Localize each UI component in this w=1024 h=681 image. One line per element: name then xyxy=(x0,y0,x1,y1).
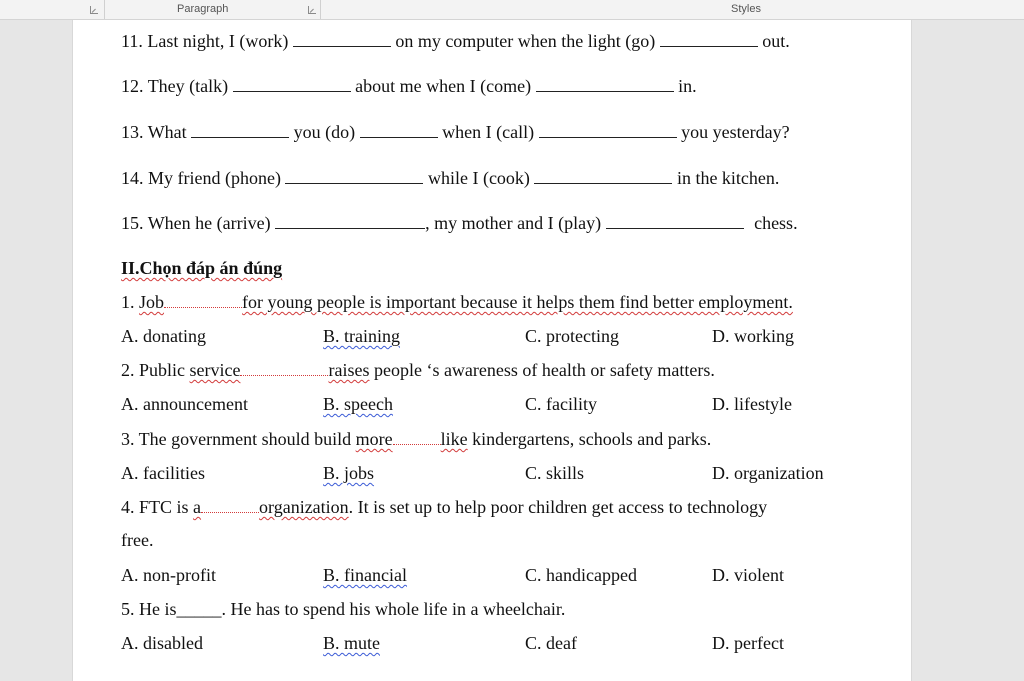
question-text: about me when I (come) xyxy=(355,76,532,96)
option-b[interactable]: B. training xyxy=(323,326,400,346)
question-word: more xyxy=(355,429,393,449)
option-c[interactable]: C. deaf xyxy=(525,633,577,653)
question-text: you yesterday? xyxy=(681,122,790,142)
option-d[interactable]: D. violent xyxy=(712,565,784,585)
option-c[interactable]: C. skills xyxy=(525,463,585,483)
question-12[interactable] xyxy=(121,75,881,97)
question-text: in the kitchen. xyxy=(676,168,780,188)
option-a[interactable]: A. donating xyxy=(121,326,206,346)
option-c[interactable]: C. handicapped xyxy=(525,565,637,585)
answer-blank[interactable]: _____ xyxy=(176,599,222,619)
question-text: . He has to spend his whole life in a wheelchair. xyxy=(221,599,566,619)
answer-blank[interactable] xyxy=(606,214,744,229)
question-text: They (talk) xyxy=(147,76,229,96)
question-text: . It is set up to help poor children get access to technology xyxy=(348,497,768,517)
answer-blank[interactable] xyxy=(285,169,423,184)
question-text: 2. Public xyxy=(121,360,190,380)
answer-blank[interactable] xyxy=(233,77,351,92)
option-b[interactable]: B. speech xyxy=(323,394,393,414)
question-text: 3. The government should build xyxy=(121,429,356,449)
mc-question-4[interactable] xyxy=(121,496,881,518)
question-text: in. xyxy=(678,76,697,96)
question-number: 13. xyxy=(121,122,144,142)
answer-blank[interactable] xyxy=(393,430,441,445)
option-b[interactable]: B. jobs xyxy=(323,463,375,483)
paragraph-group-label: Paragraph xyxy=(177,3,229,15)
answer-blank[interactable] xyxy=(275,214,425,229)
answer-blank[interactable] xyxy=(539,123,677,138)
question-number: 15. xyxy=(121,213,144,233)
mc-question-2[interactable] xyxy=(121,359,881,381)
question-text: , my mother and I (play) xyxy=(425,213,602,233)
option-d[interactable]: D. organization xyxy=(712,463,824,483)
answer-blank[interactable] xyxy=(660,32,758,47)
ribbon-strip xyxy=(0,0,1024,20)
question-11[interactable] xyxy=(121,30,881,52)
question-text: kindergartens, schools and parks. xyxy=(467,429,712,449)
option-d[interactable]: D. working xyxy=(712,326,794,346)
answer-blank[interactable] xyxy=(201,498,259,513)
question-number: 14. xyxy=(121,168,144,188)
option-a[interactable]: A. non-profit xyxy=(121,565,216,585)
option-d[interactable]: D. lifestyle xyxy=(712,394,792,414)
option-b[interactable]: B. mute xyxy=(323,633,380,653)
styles-group-label: Styles xyxy=(731,3,761,15)
question-text: you (do) xyxy=(293,122,356,142)
section-heading xyxy=(121,257,881,279)
ribbon-separator xyxy=(320,0,321,19)
option-b[interactable]: B. financial xyxy=(323,565,407,585)
answer-blank[interactable] xyxy=(293,32,391,47)
mc-question-1[interactable] xyxy=(121,291,881,313)
ribbon-separator xyxy=(104,0,105,19)
option-a[interactable]: A. disabled xyxy=(121,633,203,653)
question-text: When he (arrive) xyxy=(147,213,271,233)
question-text: on my computer when the light (go) xyxy=(395,31,656,51)
question-15[interactable] xyxy=(121,212,881,234)
question-word: Job xyxy=(139,292,165,312)
answer-blank[interactable] xyxy=(536,77,674,92)
option-d[interactable]: D. perfect xyxy=(712,633,784,653)
question-14[interactable] xyxy=(121,167,881,189)
question-13[interactable] xyxy=(121,121,881,143)
question-text: out. xyxy=(762,31,790,51)
option-c[interactable]: C. protecting xyxy=(525,326,619,346)
mc-question-5[interactable] xyxy=(121,598,881,620)
answer-blank[interactable] xyxy=(164,293,242,308)
question-text: free. xyxy=(121,530,154,550)
question-word: raises xyxy=(328,360,370,380)
option-a[interactable]: A. facilities xyxy=(121,463,205,483)
question-text: 4. FTC is xyxy=(121,497,194,517)
question-text: while I (cook) xyxy=(427,168,530,188)
document-page[interactable] xyxy=(72,20,912,681)
question-number: 11. xyxy=(121,31,143,51)
question-text: chess. xyxy=(754,213,798,233)
mc-question-3[interactable] xyxy=(121,428,881,450)
question-text: when I (call) xyxy=(442,122,535,142)
option-c[interactable]: C. facility xyxy=(525,394,597,414)
question-word: like xyxy=(440,429,468,449)
question-text: What xyxy=(147,122,187,142)
question-text: Last night, I (work) xyxy=(147,31,289,51)
question-text: My friend (phone) xyxy=(148,168,281,188)
mc-question-4-continued xyxy=(121,529,881,551)
question-text: 5. He is xyxy=(121,599,177,619)
section-heading-text: II.Chọn đáp án đúng xyxy=(121,258,283,278)
paragraph-dialog-launcher-icon[interactable] xyxy=(308,6,316,14)
answer-blank[interactable] xyxy=(534,169,672,184)
question-word: a xyxy=(193,497,202,517)
question-text: people ‘s awareness of health or safety matters. xyxy=(369,360,715,380)
font-dialog-launcher-icon[interactable] xyxy=(90,6,98,14)
question-text: for young people is important because it helps them find better employment. xyxy=(242,292,793,312)
answer-blank[interactable] xyxy=(360,123,438,138)
answer-blank[interactable] xyxy=(191,123,289,138)
answer-blank[interactable] xyxy=(240,361,328,376)
question-text: 1. xyxy=(121,292,139,312)
question-word: service xyxy=(189,360,241,380)
question-word: organization xyxy=(259,497,349,517)
option-a[interactable]: A. announcement xyxy=(121,394,248,414)
question-number: 12. xyxy=(121,76,144,96)
